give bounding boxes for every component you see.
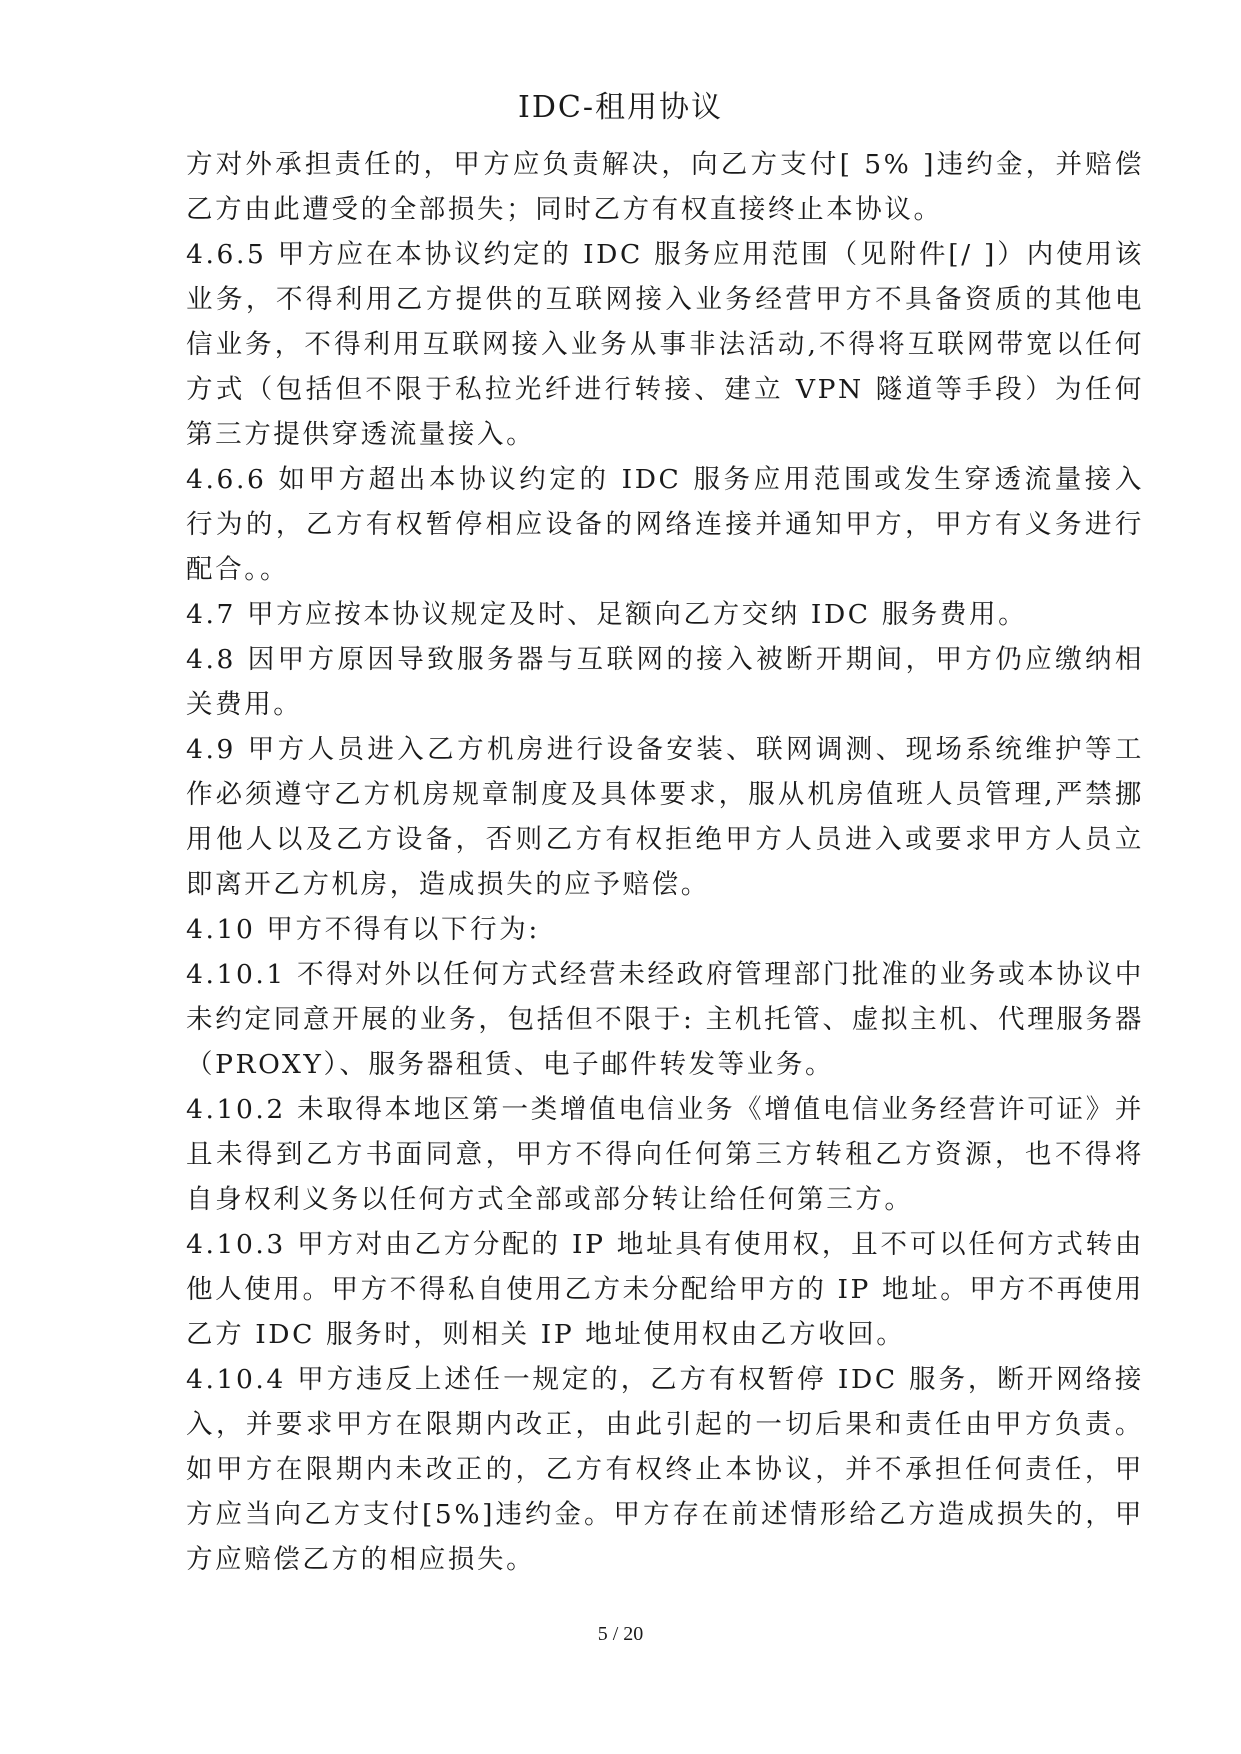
clause-4-10-3: 4.10.3 甲方对由乙方分配的 IP 地址具有使用权，且不可以任何方式转由他人使用。甲方不得私自使用乙方未分配给甲方的 IP 地址。甲方不再使用乙方 IDC 服务时，则相关 IP 地址使用权由乙方收回。 bbox=[186, 1229, 1144, 1350]
clause-4-10: 4.10 甲方不得有以下行为: bbox=[186, 914, 540, 945]
clause-4-9: 4.9 甲方人员进入乙方机房进行设备安装、联网调测、现场系统维护等工作必须遵守乙方机房规章制度及具体要求，服从机房值班人员管理,严禁挪用他人以及乙方设备，否则乙方有权拒绝甲方人员进入或要求甲方人员立即离开乙方机房，造成损失的应予赔偿。 bbox=[186, 734, 1144, 900]
paragraph: 方对外承担责任的，甲方应负责解决，向乙方支付[ 5% ]违约金，并赔偿乙方由此遭受的全部损失；同时乙方有权直接终止本协议。 bbox=[186, 149, 1144, 225]
clause-4-8: 4.8 因甲方原因导致服务器与互联网的接入被断开期间，甲方仍应缴纳相关费用。 bbox=[186, 644, 1144, 720]
clause-4-10-2: 4.10.2 未取得本地区第一类增值电信业务《增值电信业务经营许可证》并且未得到乙方书面同意，甲方不得向任何第三方转租乙方资源，也不得将自身权利义务以任何方式全部或部分转让给任何第三方。 bbox=[186, 1094, 1144, 1215]
clause-4-10-4: 4.10.4 甲方违反上述任一规定的，乙方有权暂停 IDC 服务，断开网络接入，并要求甲方在限期内改正，由此引起的一切后果和责任由甲方负责。如甲方在限期内未改正的，乙方有权终止本协议，并不承担任何责任，甲方应当向乙方支付[5%]违约金。甲方存在前述情形给乙方造成损失的，甲方应赔偿乙方的相应损失。 bbox=[186, 1364, 1144, 1575]
page-title: IDC-租用协议 bbox=[518, 90, 723, 125]
clause-4-10-1: 4.10.1 不得对外以任何方式经营未经政府管理部门批准的业务或本协议中未约定同意开展的业务，包括但不限于: 主机托管、虚拟主机、代理服务器（PROXY）、服务器租赁、电子邮件转发等业务。 bbox=[186, 959, 1144, 1080]
clause-4-6-6: 4.6.6 如甲方超出本协议约定的 IDC 服务应用范围或发生穿透流量接入行为的，乙方有权暂停相应设备的网络连接并通知甲方，甲方有义务进行配合。。 bbox=[186, 464, 1144, 585]
page-number: 5 / 20 bbox=[597, 1623, 644, 1645]
clause-4-7: 4.7 甲方应按本协议规定及时、足额向乙方交纳 IDC 服务费用。 bbox=[186, 599, 1028, 630]
document-body bbox=[186, 142, 1144, 1582]
clause-4-6-5: 4.6.5 甲方应在本协议约定的 IDC 服务应用范围（见附件[/ ]）内使用该业务，不得利用乙方提供的互联网接入业务经营甲方不具备资质的其他电信业务，不得利用互联网接入业务从事非法活动,不得将互联网带宽以任何方式（包括但不限于私拉光纤进行转接、建立 VPN 隧道等手段）为任何第三方提供穿透流量接入。 bbox=[186, 239, 1144, 450]
